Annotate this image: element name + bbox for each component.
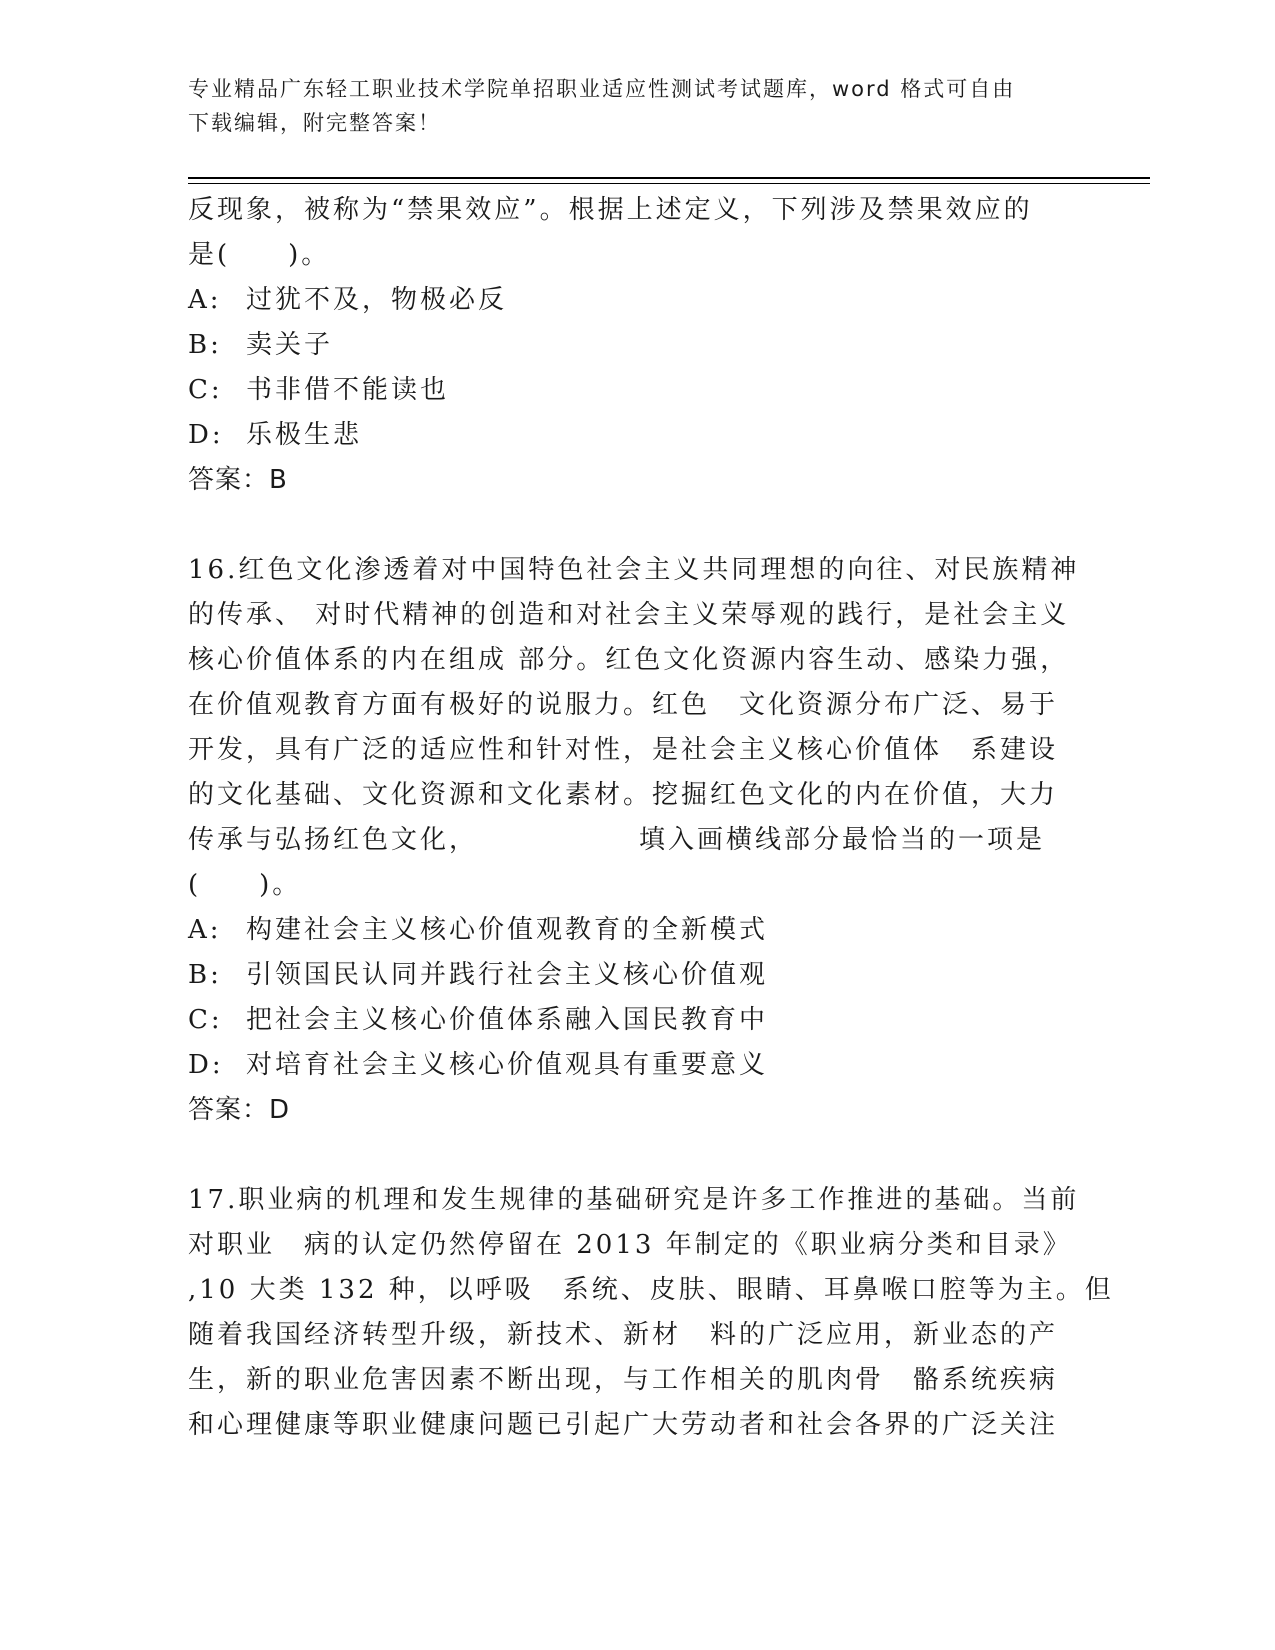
question-text-line: 开发，具有广泛的适应性和针对性，是社会主义核心价值体 系建设 — [188, 735, 1059, 765]
option-letter: C: — [188, 1005, 223, 1035]
header-rule-thin — [188, 183, 1150, 184]
question-text-line: 的传承、 对时代精神的创造和对社会主义荣辱观的践行，是社会主义 — [188, 600, 1070, 630]
option-letter: A: — [188, 285, 222, 315]
question-text-line: 随着我国经济转型升级，新技术、新材 料的广泛应用，新业态的产 — [188, 1320, 1059, 1350]
document-body — [188, 188, 1114, 1448]
question-15 — [188, 188, 1088, 503]
option-a — [188, 908, 1088, 953]
question-text-line: 反现象，被称为“禁果效应”。根据上述定义，下列涉及禁果效应的 — [188, 195, 1033, 225]
spacer — [188, 1133, 1088, 1178]
option-c — [188, 998, 1088, 1043]
question-text-line: 生，新的职业危害因素不断出现，与工作相关的肌肉骨 骼系统疾病 — [188, 1365, 1059, 1395]
question-text-line: 核心价值体系的内在组成 部分。红色文化资源内容生动、感染力强， — [188, 645, 1070, 675]
option-text: 过犹不及，物极必反 — [246, 285, 508, 315]
option-letter: D: — [188, 1050, 224, 1080]
header-line-1: 专业精品广东轻工职业技术学院单招职业适应性测试考试题库，word 格式可自由 — [188, 77, 1016, 101]
answer: 答案：B — [188, 465, 288, 495]
option-text: 引领国民认同并践行社会主义核心价值观 — [246, 960, 769, 990]
question-text-line: 的文化基础、文化资源和文化素材。挖掘红色文化的内在价值，大力 — [188, 780, 1059, 810]
option-a — [188, 278, 1088, 323]
question-text-line: ( )。 — [188, 870, 302, 900]
question-text-line: 传承与弘扬红色文化， 填入画横线部分最恰当的一项是 — [188, 825, 1046, 855]
header-rule-thick — [188, 177, 1150, 179]
header-line-2: 下载编辑，附完整答案！ — [188, 111, 441, 135]
option-text: 把社会主义核心价值体系融入国民教育中 — [246, 1005, 769, 1035]
question-text-line: 对职业 病的认定仍然停留在 2013 年制定的《职业病分类和目录》 — [188, 1230, 1072, 1260]
spacer — [188, 503, 1088, 548]
answer: 答案：D — [188, 1095, 291, 1125]
option-d — [188, 413, 1088, 458]
question-text-line: 和心理健康等职业健康问题已引起广大劳动者和社会各界的广泛关注 — [188, 1410, 1059, 1440]
question-text-line: 16.红色文化渗透着对中国特色社会主义共同理想的向往、对民族精神 — [188, 555, 1080, 585]
option-b — [188, 953, 1088, 998]
page-header — [188, 72, 1068, 140]
question-text-line: 17.职业病的机理和发生规律的基础研究是许多工作推进的基础。当前 — [188, 1185, 1080, 1215]
question-16 — [188, 548, 1088, 1133]
option-b — [188, 323, 1088, 368]
question-17 — [188, 1178, 1114, 1448]
option-d — [188, 1043, 1088, 1088]
option-text: 构建社会主义核心价值观教育的全新模式 — [246, 915, 769, 945]
option-letter: D: — [188, 420, 224, 450]
option-text: 卖关子 — [246, 330, 334, 360]
option-letter: B: — [188, 960, 222, 990]
question-text-line: 在价值观教育方面有极好的说服力。红色 文化资源分布广泛、易于 — [188, 690, 1059, 720]
option-text: 书非借不能读也 — [246, 375, 450, 405]
option-text: 对培育社会主义核心价值观具有重要意义 — [246, 1050, 769, 1080]
question-text-line: 是( )。 — [188, 240, 331, 270]
option-letter: A: — [188, 915, 222, 945]
option-c — [188, 368, 1088, 413]
question-text-line: ,10 大类 132 种，以呼吸 系统、皮肤、眼睛、耳鼻喉口腔等为主。但 — [188, 1275, 1114, 1305]
option-letter: B: — [188, 330, 222, 360]
option-letter: C: — [188, 375, 223, 405]
option-text: 乐极生悲 — [246, 420, 363, 450]
